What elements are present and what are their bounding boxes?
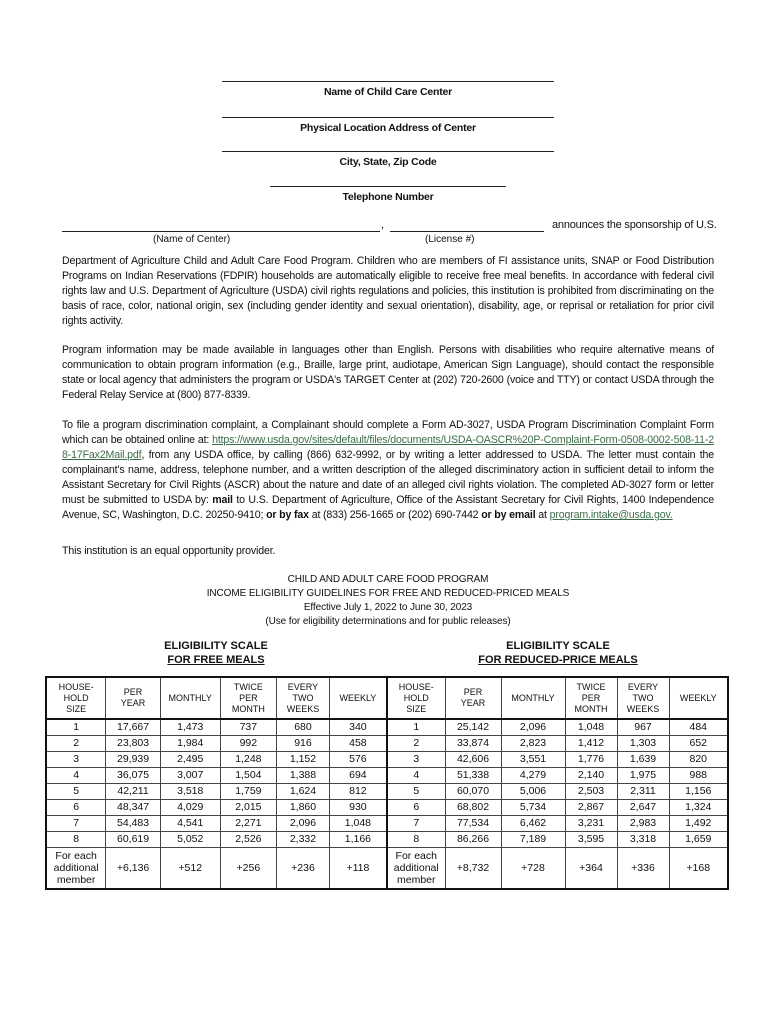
free-table-cell: +236 [277,848,330,890]
reduced-table-cell: 4,279 [501,768,565,784]
free-table-cell: 1,759 [220,784,277,800]
program-title-line4: (Use for eligibility determinations and for public releases) [265,616,511,627]
reduced-table-cell: +336 [617,848,669,890]
free-table-row [46,752,387,768]
complaint-text-d: at (833) 256-1665 or (202) 690-7442 [308,509,482,521]
free-table-cell: +256 [220,848,277,890]
reduced-table-cell: 2,503 [565,784,617,800]
phone-label: Telephone Number [342,191,434,203]
reduced-table-cell: 68,802 [445,800,501,816]
nondiscrimination-paragraph: Department of Agriculture Child and Adult Care Food Program. Children who are members of FI assistance units, SNAP or Food Distribution Programs on Indian Reservations (FDPIR) households are automatically eligible to receive free meal benefits. In accordance with federal civil rights law and U.S. Department of Agriculture (USDA) civil rights regulations and policies, this institution is prohibited from discriminating on the basis of race, color, national origin, sex (including gender identity and sexual orientation), disability, age, or reprisal or retaliation for prior civil rights activity. [62,255,714,327]
free-table-cell: 1,388 [277,768,330,784]
city-label: City, State, Zip Code [339,156,437,168]
free-table-cell: 42,211 [106,784,161,800]
reduced-table-cell: 988 [669,768,728,784]
free-table-cell: 23,803 [106,736,161,752]
free-header-cell: WEEKLY [329,677,387,719]
program-title-line2: INCOME ELIGIBILITY GUIDELINES FOR FREE AND REDUCED-PRICED MEALS [206,588,570,599]
free-table-cell: 7 [46,816,106,832]
free-table-cell: 3,518 [160,784,220,800]
reduced-table-cell: 1,975 [617,768,669,784]
reduced-table-cell: 967 [617,719,669,736]
free-table-cell: 2,271 [220,816,277,832]
reduced-heading-line2: FOR REDUCED-PRICE MEALS [478,654,638,666]
reduced-table-cell: 33,874 [445,736,501,752]
free-table-cell: 1,984 [160,736,220,752]
free-table-row [46,719,387,736]
free-header-cell: TWICE PER MONTH [220,677,277,719]
license-caption: (License #) [425,234,475,245]
reduced-table-cell: 1,412 [565,736,617,752]
reduced-header-cell: WEEKLY [669,677,728,719]
reduced-table-cell: 2,140 [565,768,617,784]
free-table-row [46,800,387,816]
reduced-table-row [387,800,728,816]
free-table-row [46,816,387,832]
complaint-paragraph [62,418,714,523]
reduced-table-cell: 7,189 [501,832,565,848]
reduced-table-row [387,784,728,800]
reduced-table-cell: 2 [387,736,445,752]
reduced-header-cell: TWICE PER MONTH [565,677,617,719]
language-access-paragraph: Program information may be made available in languages other than English. Persons with disabilities who require alternative means of communication to obtain program information (e.g., Braille, large print, audiotape, American Sign Language), should contact the responsible state or local agency that administers the program or USDA's TARGET Center at (202) 720-2600 (voice and TTY) or contact USDA through the Federal Relay Service at (800) 877-8339. [62,344,714,401]
free-table-cell: 458 [329,736,387,752]
reduced-table-cell: 6 [387,800,445,816]
free-scale-heading [130,639,302,667]
reduced-table-cell: 1,324 [669,800,728,816]
free-table-cell: 1,504 [220,768,277,784]
free-header-row [46,677,387,719]
reduced-table-row [387,816,728,832]
reduced-table-row [387,768,728,784]
reduced-table-cell: 5 [387,784,445,800]
free-table-cell: 992 [220,736,277,752]
reduced-table-cell: 3 [387,752,445,768]
reduced-table-cell: 8 [387,832,445,848]
free-table-cell: 1,248 [220,752,277,768]
reduced-header-row [387,677,728,719]
free-table-cell: 3 [46,752,106,768]
reduced-table-cell: 60,070 [445,784,501,800]
reduced-table-cell: 2,096 [501,719,565,736]
reduced-table-cell: +728 [501,848,565,890]
reduced-table-cell: 820 [669,752,728,768]
free-table-cell: +512 [160,848,220,890]
reduced-table-cell: 5,734 [501,800,565,816]
reduced-header-cell: PER YEAR [445,677,501,719]
free-table-cell: 1,860 [277,800,330,816]
reduced-heading-line1: ELIGIBILITY SCALE [506,640,610,652]
complaint-text-b: , from any USDA office, by calling (866) 632-9992, or by writing a letter addressed to USDA. The letter must contain the complainant's name, address, telephone number, and a written description of the alleged discriminatory action in sufficient detail to inform the Assistant Secretary for Civil Rights (ASCR) about the nature and date of an alleged civil rights violation. The completed AD-3027 form or letter must be submitted to USDA by: [62,449,714,506]
free-table-cell: 4,541 [160,816,220,832]
free-table-cell: 2,526 [220,832,277,848]
reduced-table-cell: 2,311 [617,784,669,800]
free-table-cell: 2,495 [160,752,220,768]
reduced-table-row [387,719,728,736]
free-table-row [46,784,387,800]
free-header-cell: HOUSE- HOLD SIZE [46,677,106,719]
free-table-row [46,768,387,784]
reduced-table-cell: 2,983 [617,816,669,832]
free-each-additional-row [46,848,387,890]
address-line [222,117,554,118]
free-heading-line2: FOR FREE MEALS [167,654,265,666]
free-table-cell: 17,667 [106,719,161,736]
free-table-cell: 3,007 [160,768,220,784]
license-line [390,231,544,232]
name-of-center-caption: (Name of Center) [153,234,231,245]
free-header-cell: MONTHLY [160,677,220,719]
free-table-cell: 5,052 [160,832,220,848]
reduced-table-cell: 1,156 [669,784,728,800]
address-label: Physical Location Address of Center [300,122,476,134]
reduced-table-cell: 1,776 [565,752,617,768]
reduced-header-cell: HOUSE- HOLD SIZE [387,677,445,719]
reduced-table-cell: 1,303 [617,736,669,752]
reduced-table-cell: 3,231 [565,816,617,832]
reduced-table-cell: 1,639 [617,752,669,768]
complaint-form-link[interactable]: https://www.usda.gov/sites/default/files/documents/USDA-OASCR%20P-Complaint-Form-0508-0002-508-11-28-17Fax2Mail.pdf [62,434,714,461]
free-table-cell: 680 [277,719,330,736]
reduced-table-cell: 1,048 [565,719,617,736]
reduced-table-cell: +8,732 [445,848,501,890]
free-table-cell: 1,048 [329,816,387,832]
reduced-table-cell: 77,534 [445,816,501,832]
reduced-table-cell: 86,266 [445,832,501,848]
free-table-cell: 2,332 [277,832,330,848]
reduced-table-cell: +364 [565,848,617,890]
complaint-text-e: at [535,509,550,521]
reduced-table-cell: 2,867 [565,800,617,816]
free-table-cell: 4 [46,768,106,784]
reduced-table-cell: 42,606 [445,752,501,768]
reduced-table-cell: 3,318 [617,832,669,848]
free-header-cell: PER YEAR [106,677,161,719]
free-table-cell: 340 [329,719,387,736]
reduced-meals-table [386,676,729,890]
name-of-center-line [62,231,380,232]
email-bold: or by email [481,509,536,521]
free-table-cell: 8 [46,832,106,848]
reduced-table-cell: 484 [669,719,728,736]
free-table-cell: 737 [220,719,277,736]
free-table-cell: 1,473 [160,719,220,736]
free-heading-line1: ELIGIBILITY SCALE [164,640,268,652]
free-table-cell: 2,096 [277,816,330,832]
free-table-cell: 36,075 [106,768,161,784]
email-link[interactable]: program.intake@usda.gov. [549,509,673,521]
free-table-cell: 2,015 [220,800,277,816]
free-table-cell: 1 [46,719,106,736]
free-table-cell: 694 [329,768,387,784]
program-title-line1: CHILD AND ADULT CARE FOOD PROGRAM [287,574,489,585]
reduced-header-cell: MONTHLY [501,677,565,719]
program-title-line3: Effective July 1, 2022 to June 30, 2023 [303,602,473,613]
free-table-cell: 6 [46,800,106,816]
reduced-table-cell: 5,006 [501,784,565,800]
complaint-text-a: To file a program discrimination complaint, a Complainant should complete a Form AD-3027, USDA Program Discrimination Complaint Form which can be obtained online at: [62,419,714,446]
free-table-row [46,832,387,848]
free-table-cell: 48,347 [106,800,161,816]
equal-opportunity-statement: This institution is an equal opportunity provider. [62,545,276,557]
fax-bold: or by fax [266,509,309,521]
free-table-row [46,736,387,752]
reduced-each-additional-row [387,848,728,890]
free-table-cell: 576 [329,752,387,768]
free-table-cell: 1,624 [277,784,330,800]
center-name-label: Name of Child Care Center [323,86,453,98]
phone-line [270,186,506,187]
reduced-table-cell: 652 [669,736,728,752]
reduced-table-cell: 51,338 [445,768,501,784]
reduced-scale-heading [460,639,656,667]
reduced-table-cell: 2,823 [501,736,565,752]
free-table-cell: +6,136 [106,848,161,890]
sponsorship-comma: , [381,219,385,231]
reduced-table-row [387,752,728,768]
reduced-table-cell: 1,492 [669,816,728,832]
free-table-cell: 930 [329,800,387,816]
reduced-table-cell: 25,142 [445,719,501,736]
free-each-additional-label: For each additional member [46,848,106,890]
reduced-table-cell: 3,551 [501,752,565,768]
complaint-text-c: to U.S. Department of Agriculture, Office of the Assistant Secretary for Civil Rights, 1400 Independence Avenue, SC, Washington, D.C. 20250-9410; [62,494,714,521]
reduced-table-cell: 3,595 [565,832,617,848]
free-table-cell: 4,029 [160,800,220,816]
reduced-table-cell: 6,462 [501,816,565,832]
free-table-cell: 2 [46,736,106,752]
free-table-cell: 5 [46,784,106,800]
free-table-cell: 29,939 [106,752,161,768]
free-table-cell: 1,166 [329,832,387,848]
reduced-table-cell: 2,647 [617,800,669,816]
free-header-cell: EVERY TWO WEEKS [277,677,330,719]
free-table-cell: 812 [329,784,387,800]
free-table-cell: 916 [277,736,330,752]
free-table-cell: +118 [329,848,387,890]
free-table-cell: 60,619 [106,832,161,848]
free-table-cell: 1,152 [277,752,330,768]
reduced-table-cell: 1 [387,719,445,736]
reduced-table-cell: 1,659 [669,832,728,848]
reduced-table-row [387,736,728,752]
free-meals-table [45,676,388,890]
center-name-line [222,81,554,82]
sponsorship-text: announces the sponsorship of U.S. [552,219,717,231]
reduced-table-cell: +168 [669,848,728,890]
reduced-table-cell: 4 [387,768,445,784]
reduced-header-cell: EVERY TWO WEEKS [617,677,669,719]
reduced-table-row [387,832,728,848]
reduced-each-additional-label: For each additional member [387,848,445,890]
mail-bold: mail [212,494,233,506]
reduced-table-cell: 7 [387,816,445,832]
city-line [222,151,554,152]
free-table-cell: 54,483 [106,816,161,832]
